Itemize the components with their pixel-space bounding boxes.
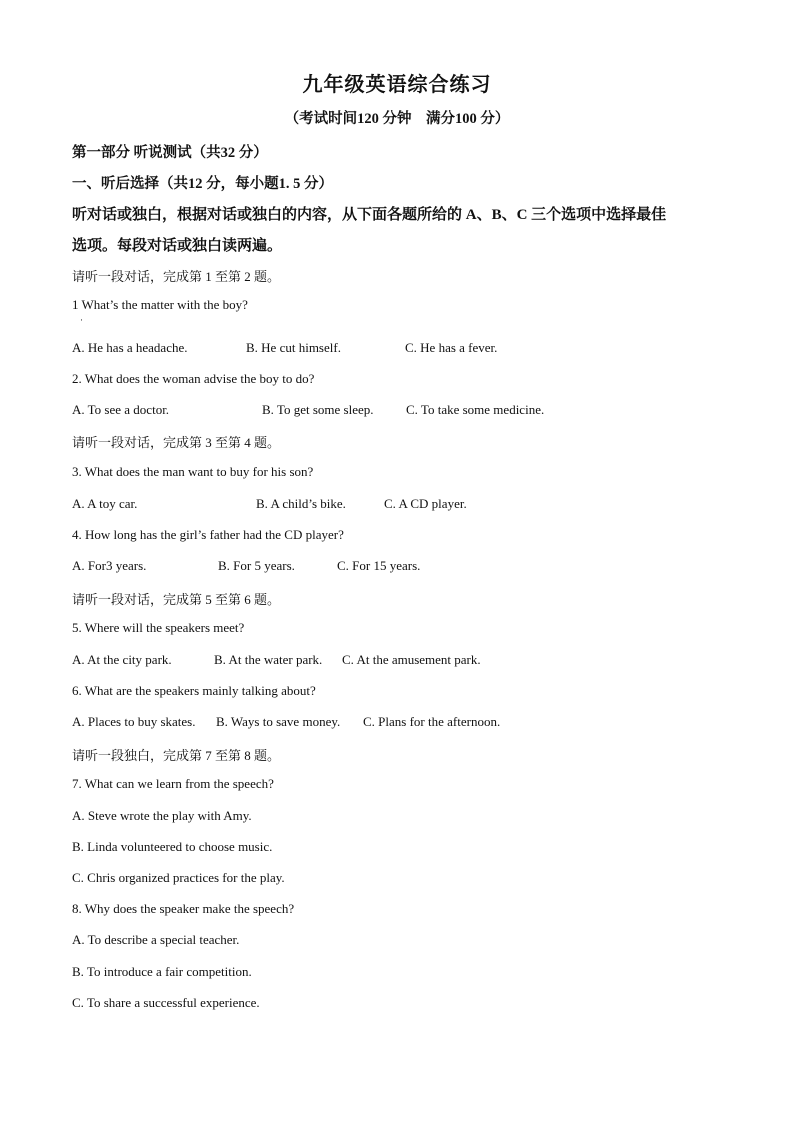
page-title: 九年级英语综合练习 — [302, 74, 492, 96]
question-2-option-b: B. To get some sleep. — [262, 402, 374, 417]
question-5-option-b: B. At the water park. — [214, 652, 323, 667]
question-7-stem: 7. What can we learn from the speech? — [72, 776, 274, 791]
stray-mark: · — [80, 315, 83, 325]
question-6-stem: 6. What are the speakers mainly talking about? — [72, 683, 316, 698]
question-3-stem: 3. What does the man want to buy for his son? — [72, 464, 314, 479]
question-8-option-c: C. To share a successful experience. — [72, 995, 260, 1010]
question-7-option-c: C. Chris organized practices for the play. — [72, 870, 285, 885]
question-1-stem: 1 What’s the matter with the boy? — [72, 297, 248, 312]
question-5-stem: 5. Where will the speakers meet? — [72, 620, 245, 635]
question-6-option-b: B. Ways to save money. — [216, 714, 341, 729]
question-7-option-a: A. Steve wrote the play with Amy. — [72, 808, 252, 823]
section-heading: 一、听后选择（共12 分，每小题1. 5 分） — [72, 176, 333, 192]
group-intro-1: 请听一段对话，完成第 1 至第 2 题。 — [72, 269, 281, 284]
question-1-option-c: C. He has a fever. — [405, 340, 498, 355]
question-8-stem: 8. Why does the speaker make the speech? — [72, 901, 295, 916]
question-3-option-c: C. A CD player. — [384, 496, 467, 511]
question-6-option-c: C. Plans for the afternoon. — [363, 714, 501, 729]
question-2-stem: 2. What does the woman advise the boy to do? — [72, 371, 315, 386]
question-5-option-a: A. At the city park. — [72, 652, 172, 667]
question-3-option-a: A. A toy car. — [72, 496, 138, 511]
group-intro-4: 请听一段独白，完成第 7 至第 8 题。 — [72, 748, 281, 763]
question-7-option-b: B. Linda volunteered to choose music. — [72, 839, 273, 854]
question-4-option-a: A. For3 years. — [72, 558, 147, 573]
question-2-option-c: C. To take some medicine. — [406, 402, 545, 417]
group-intro-2: 请听一段对话，完成第 3 至第 4 题。 — [72, 435, 281, 450]
question-5-option-c: C. At the amusement park. — [342, 652, 481, 667]
question-8-option-b: B. To introduce a fair competition. — [72, 964, 252, 979]
question-4-option-c: C. For 15 years. — [337, 558, 421, 573]
question-4-option-b: B. For 5 years. — [218, 558, 295, 573]
instruction-line-1: 听对话或独白，根据对话或独白的内容，从下面各题所给的 A、B、C 三个选项中选择最佳 — [72, 207, 667, 223]
question-1-option-a: A. He has a headache. — [72, 340, 188, 355]
group-intro-3: 请听一段对话，完成第 5 至第 6 题。 — [72, 592, 281, 607]
question-8-option-a: A. To describe a special teacher. — [72, 932, 240, 947]
question-4-stem: 4. How long has the girl’s father had the CD player? — [72, 527, 344, 542]
exam-info: （考试时间120 分钟 满分100 分） — [284, 111, 510, 127]
question-3-option-b: B. A child’s bike. — [256, 496, 346, 511]
instruction-line-2: 选项。每段对话或独白读两遍。 — [72, 238, 283, 254]
question-1-option-b: B. He cut himself. — [246, 340, 341, 355]
part-heading: 第一部分 听说测试（共32 分） — [72, 145, 268, 161]
question-6-option-a: A. Places to buy skates. — [72, 714, 196, 729]
question-2-option-a: A. To see a doctor. — [72, 402, 170, 417]
